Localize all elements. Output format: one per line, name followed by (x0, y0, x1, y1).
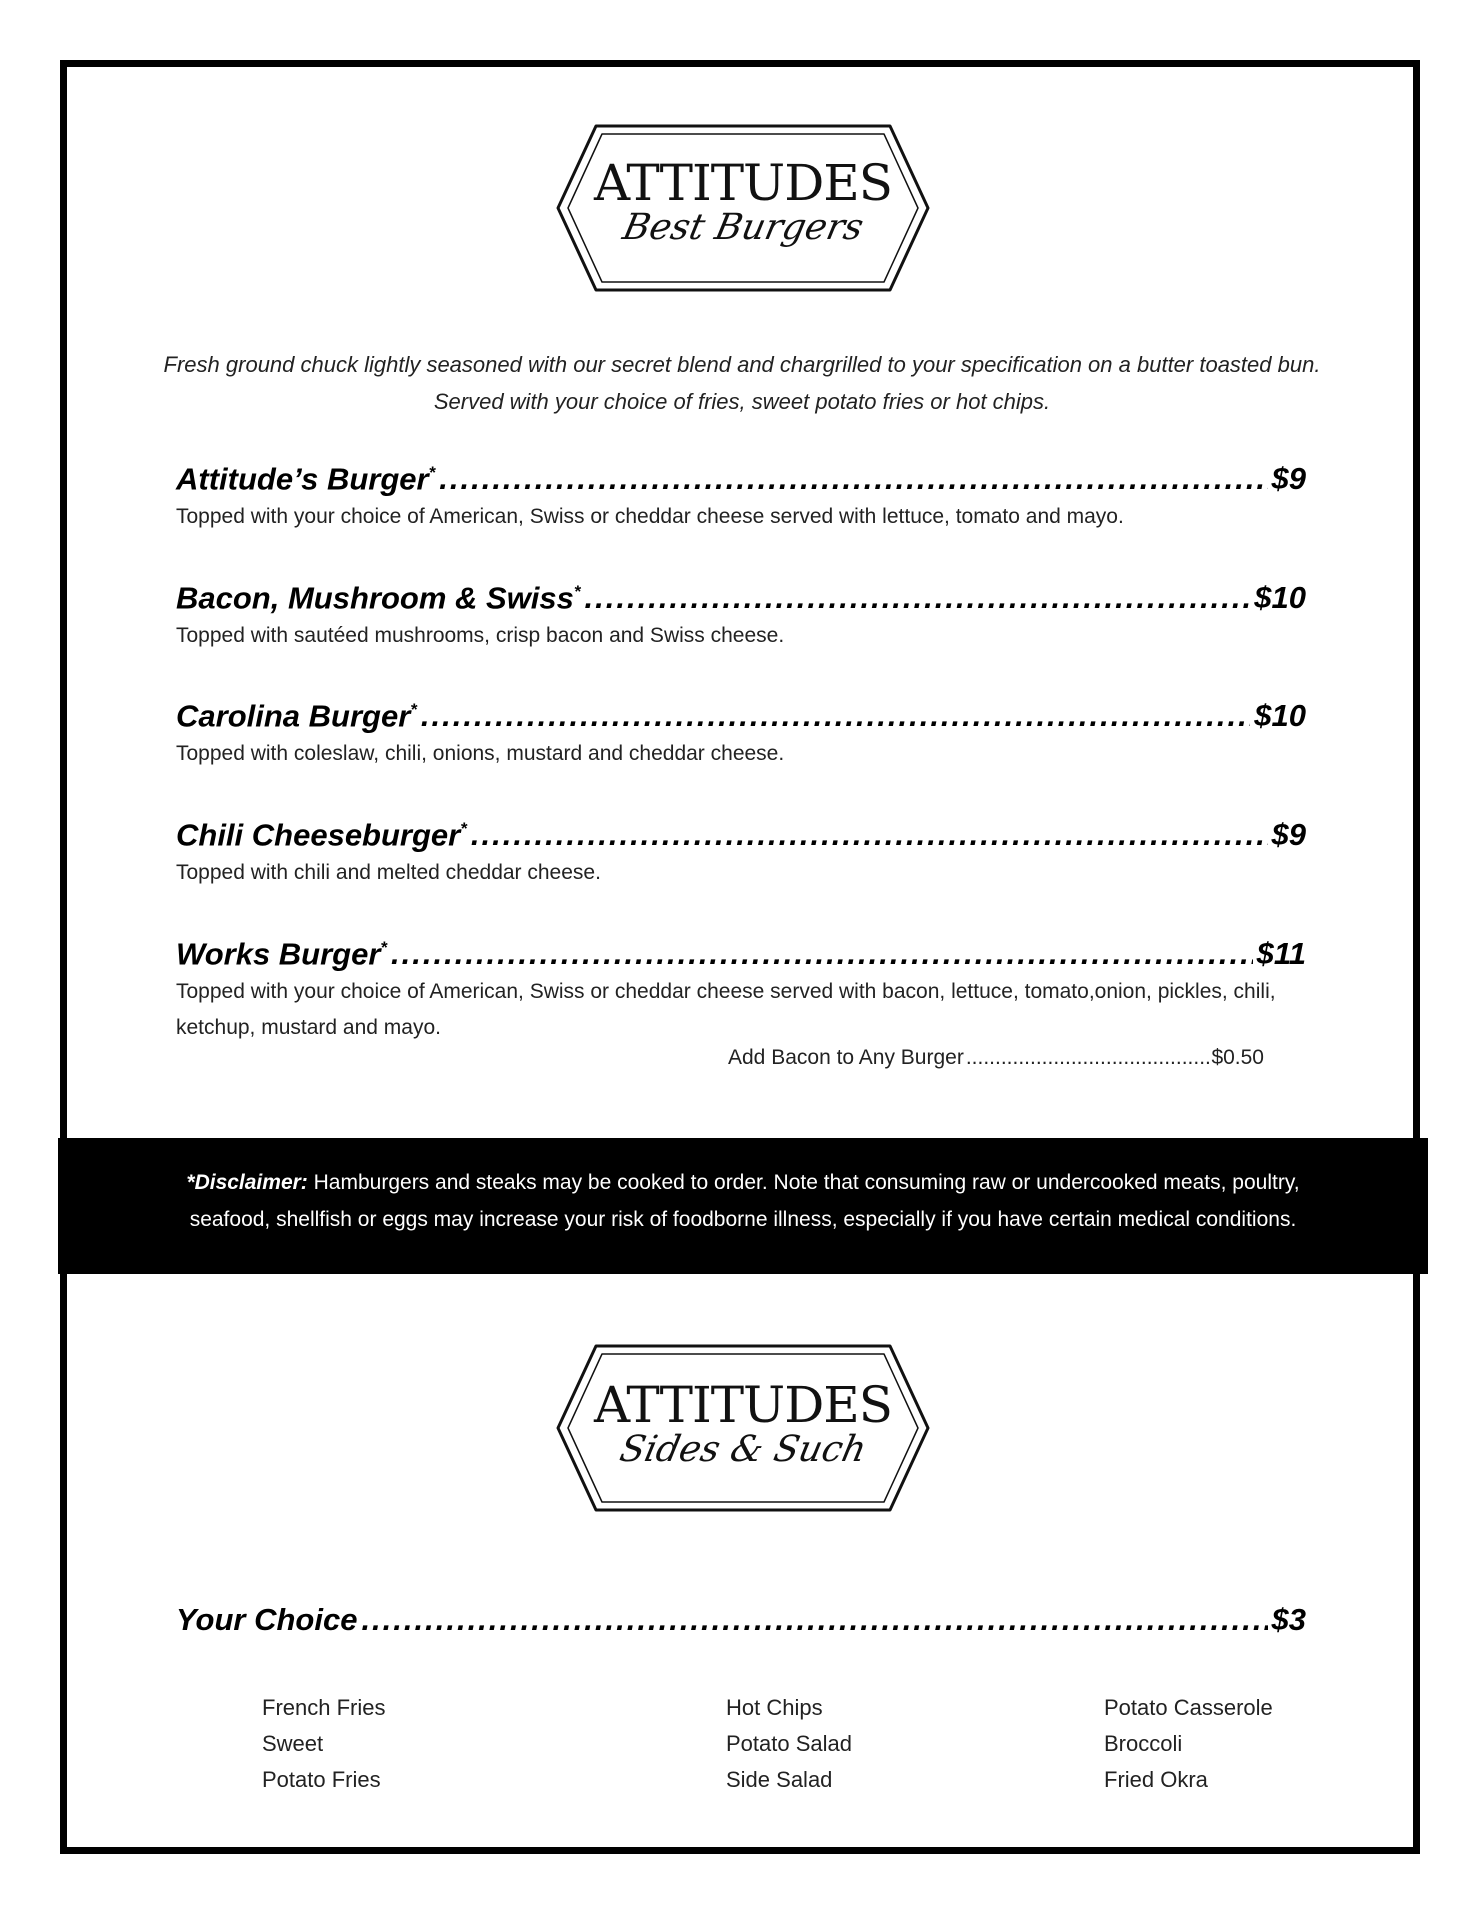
item-price: $10 (1254, 698, 1306, 734)
list-item: Potato Salad (726, 1731, 852, 1756)
item-description: Topped with chili and melted cheddar cheese. (176, 861, 601, 885)
item-description: Topped with sautéed mushrooms, crisp bacon and Swiss cheese. (176, 624, 785, 648)
logo-brand: ATTITUDES (593, 1376, 893, 1434)
item-description: Topped with coleslaw, chili, onions, mustard and cheddar cheese. (176, 742, 785, 766)
item-name: Bacon, Mushroom & Swiss* (176, 580, 581, 616)
menu-item (176, 453, 1306, 535)
asterisk-mark: * (410, 700, 417, 719)
item-name: Attitude’s Burger* (176, 461, 436, 497)
item-name: Chili Cheeseburger* (176, 817, 467, 853)
menu-item-sides (176, 1600, 1306, 1640)
intro-line-1: Fresh ground chuck lightly seasoned with our secret blend and chargrilled to your specification on a butter toasted bun. (163, 352, 1321, 377)
item-name: Works Burger* (176, 936, 388, 972)
addon-label: Add Bacon to Any Burger (728, 1046, 964, 1069)
list-item: Potato Casserole (1104, 1695, 1273, 1720)
sides-logo (556, 1338, 930, 1518)
dot-leader (966, 1046, 1210, 1070)
sides-column-2 (726, 1690, 852, 1798)
sides-column-1 (262, 1690, 385, 1798)
asterisk-mark: * (380, 938, 388, 957)
item-name: Your Choice (176, 1602, 358, 1637)
dot-leader (361, 1600, 1267, 1640)
menu-item (176, 928, 1306, 1046)
intro-line-2: Served with your choice of fries, sweet potato fries or hot chips. (433, 389, 1051, 414)
list-item: Potato Fries (262, 1767, 381, 1792)
dot-leader (391, 934, 1253, 974)
logo-tagline: Sides & Such (616, 1429, 871, 1470)
list-item: Hot Chips (726, 1695, 823, 1720)
asterisk-mark: * (460, 819, 467, 838)
logo-brand: ATTITUDES (593, 154, 893, 212)
sides-column-3 (1104, 1690, 1273, 1798)
list-item: Sweet (262, 1731, 324, 1756)
list-item: Broccoli (1104, 1731, 1183, 1756)
burger-intro (120, 346, 1364, 420)
item-price: $9 (1271, 817, 1306, 853)
addon-bacon (728, 1046, 1264, 1070)
list-item: Fried Okra (1104, 1767, 1208, 1792)
addon-price: $0.50 (1211, 1046, 1264, 1069)
item-name: Carolina Burger* (176, 698, 417, 734)
disclaimer-line-1: *Disclaimer: Hamburgers and steaks may be cooked to order. Note that consuming raw or undercooked meats, poultry, (186, 1171, 1300, 1194)
menu-item (176, 572, 1306, 654)
item-price: $9 (1271, 461, 1306, 497)
burgers-logo (556, 118, 930, 298)
item-price: $3 (1271, 1602, 1306, 1637)
item-description: Topped with your choice of American, Swiss or cheddar cheese served with bacon, lettuce, tomato,onion, pickles, chili, (176, 980, 1276, 1004)
disclaimer-lead: *Disclaimer: (186, 1171, 308, 1194)
list-item: French Fries (262, 1695, 386, 1720)
disclaimer-line-2: seafood, shellfish or eggs may increase your risk of foodborne illness, especially if you have certain medical conditions. (189, 1208, 1297, 1231)
dot-leader (439, 459, 1267, 499)
item-description-continued: ketchup, mustard and mayo. (176, 1016, 441, 1040)
item-price: $10 (1254, 580, 1306, 616)
dot-leader (585, 578, 1251, 618)
asterisk-mark: * (573, 582, 581, 601)
list-item: Side Salad (726, 1767, 833, 1792)
menu-item (176, 809, 1306, 891)
disclaimer-banner (58, 1138, 1428, 1274)
menu-item (176, 690, 1306, 772)
item-price: $11 (1256, 936, 1306, 972)
logo-tagline: Best Burgers (619, 207, 867, 248)
dot-leader (421, 696, 1250, 736)
dot-leader (471, 815, 1268, 855)
asterisk-mark: * (428, 463, 436, 482)
item-description: Topped with your choice of American, Swiss or cheddar cheese served with lettuce, tomato and mayo. (176, 505, 1124, 529)
